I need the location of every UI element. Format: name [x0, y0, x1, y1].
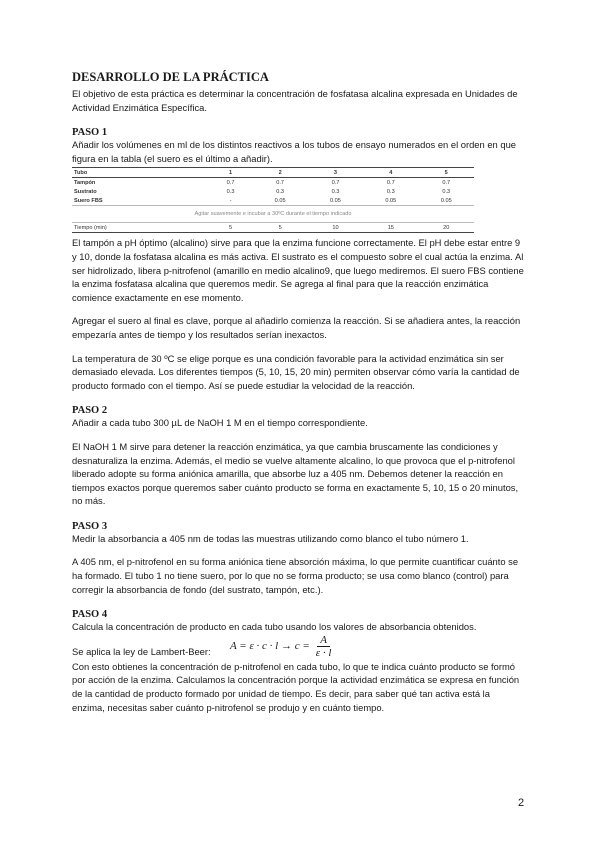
lambert-beer-line [72, 634, 524, 660]
table-cell: 5 [209, 223, 253, 233]
table-row [72, 196, 474, 206]
step-1-instruction: Añadir los volúmenes en ml de los distintos reactivos a los tubos de ensayo numerados en el orden en que figura en la tabla (el suero es el último a añadir). [72, 139, 517, 164]
formula-left: A = ε · c · l → c = [230, 640, 310, 653]
step-3-paragraph: A 405 nm, el p-nitrofenol en su forma aniónica tiene absorción máxima, lo que permite cuantificar cuánto se ha formado. El tubo 1 no tiene suero, por lo que no se forma producto; se usa como blanco (control) para corregir la absorbancia de fondo (del sustrato, tampón, etc.). [72, 556, 519, 595]
table-row [72, 178, 474, 188]
table-note-row [72, 206, 474, 223]
table-cell: 5 [252, 223, 307, 233]
step-2-paragraph: El NaOH 1 M sirve para detener la reacción enzimática, ya que cambia bruscamente las condiciones y desnaturaliza la enzima. Además, el medio se vuelve altamente alcalino, lo que provoca que el p-nitrofenol liberado adopte su forma aniónica amarilla, que absorbe luz a 405 nm. Debemos detener la reacción en tiempos exactos porque queremos saber cuánto producto se forma en exactamente 5, 10, 15 o 20 minutos, no más. [72, 440, 519, 507]
table-cell: 0.05 [330, 197, 341, 204]
table-cell: 10 [308, 223, 363, 233]
table-cell: 0.7 [386, 179, 395, 186]
step-1-heading: PASO 1 [72, 127, 108, 139]
table-header-cell: 4 [363, 168, 418, 178]
table-header-cell: Tubo [72, 168, 209, 178]
formula-denominator: ε · l [315, 646, 332, 659]
table-header-cell: 2 [252, 168, 307, 178]
table-cell: 0.3 [331, 188, 340, 195]
table-cell: - [229, 197, 232, 204]
intro-paragraph: El objetivo de esta práctica es determinar la concentración de fosfatasa alcalina expresada en Unidades de Actividad Enzimática Específica. [72, 88, 518, 113]
lambert-beer-formula [230, 634, 331, 659]
table-cell: Suero FBS [74, 197, 103, 204]
step-3-instruction: Medir la absorbancia a 405 nm de todas las muestras utilizando como blanco el tubo número 1. [72, 532, 469, 544]
table-cell: 0.7 [276, 179, 285, 186]
table-cell: 0.7 [331, 179, 340, 186]
table-cell: Sustrato [74, 188, 97, 195]
table-cell: 0.3 [386, 188, 395, 195]
table-cell: 20 [418, 223, 474, 233]
table-cell: 0.3 [276, 188, 285, 195]
step-2-heading: PASO 2 [72, 405, 108, 417]
step-1-paragraph: La temperatura de 30 ºC se elige porque es una condición favorable para la actividad enzimática sin ser demasiado elevada. Los diferentes tiempos (5, 10, 15, 20 min) permiten observar cómo varía la cantidad de producto formado con el tiempo. Así se puede estudiar la velocidad de la reacción. [72, 352, 520, 391]
step-3-heading: PASO 3 [72, 520, 108, 532]
table-cell: 15 [363, 223, 418, 233]
table-cell: Tiempo (min) [72, 223, 209, 233]
table-cell: 0.3 [442, 188, 451, 195]
document-page [72, 70, 524, 714]
table-cell: 0.3 [226, 188, 235, 195]
table-cell: 0.05 [274, 197, 286, 204]
table-cell: Tampón [74, 179, 96, 186]
step-4-instruction: Calcula la concentración de producto en cada tubo usando los valores de absorbancia obtenidos. [72, 621, 477, 633]
step-4-heading: PASO 4 [72, 609, 108, 621]
table-header-cell: 5 [418, 168, 474, 178]
table-cell: 0.05 [385, 197, 397, 204]
page-number: 2 [518, 797, 525, 809]
reagent-table [72, 167, 474, 233]
lambert-beer-label: Se aplica la ley de Lambert-Beer: [72, 645, 211, 657]
table-header-cell: 1 [209, 168, 253, 178]
table-header-cell: 3 [308, 168, 363, 178]
step-1-paragraph: El tampón a pH óptimo (alcalino) sirve para que la enzima funcione correctamente. El pH debe estar entre 9 y 10, donde la fosfatasa alcalina es más activa. El sustrato es el compuesto sobre el cual actúa la enzima. Al ser hidrolizado, libera p-nitrofenol (amarillo en medio alcalino9, que luego mediremos. El suero FBS contiene la enzima fosfatasa alcalina que queremos medir. Se agrega al final para que la reacción enzimática comience exactamente en ese momento. [72, 237, 524, 303]
step-1-paragraph: Agregar el suero al final es clave, porque al añadirlo comienza la reacción. Si se añadiera antes, la reacción empezaría antes de tiempo y los resultados serían inexactos. [72, 315, 521, 340]
step-2-instruction: Añadir a cada tubo 300 µL de NaOH 1 M en el tiempo correspondiente. [72, 417, 368, 429]
table-header-row [72, 168, 474, 178]
table-note: Agitar suavemente e incubar a 30ºC durante el tiempo indicado [72, 206, 474, 223]
formula-fraction [316, 634, 332, 659]
formula-numerator: A [317, 634, 330, 647]
step-4-paragraph: Con esto obtienes la concentración de p-nitrofenol en cada tubo, lo que te indica cuánto producto se formó por acción de la enzima. Calculamos la concentración porque la actividad enzimática se expresa en función de la cantidad de producto formado por unidad de tiempo. Es decir, para saber qué tan activa está la enzima, necesitas saber cuánto p-nitrofenol se produjo y en cuánto tiempo. [72, 660, 520, 713]
table-cell: 0.7 [442, 179, 451, 186]
table-time-row [72, 223, 474, 233]
document-title: DESARROLLO DE LA PRÁCTICA [72, 70, 269, 84]
table-cell: 0.05 [440, 197, 452, 204]
table-cell: 0.7 [226, 179, 235, 186]
table-row [72, 187, 474, 196]
